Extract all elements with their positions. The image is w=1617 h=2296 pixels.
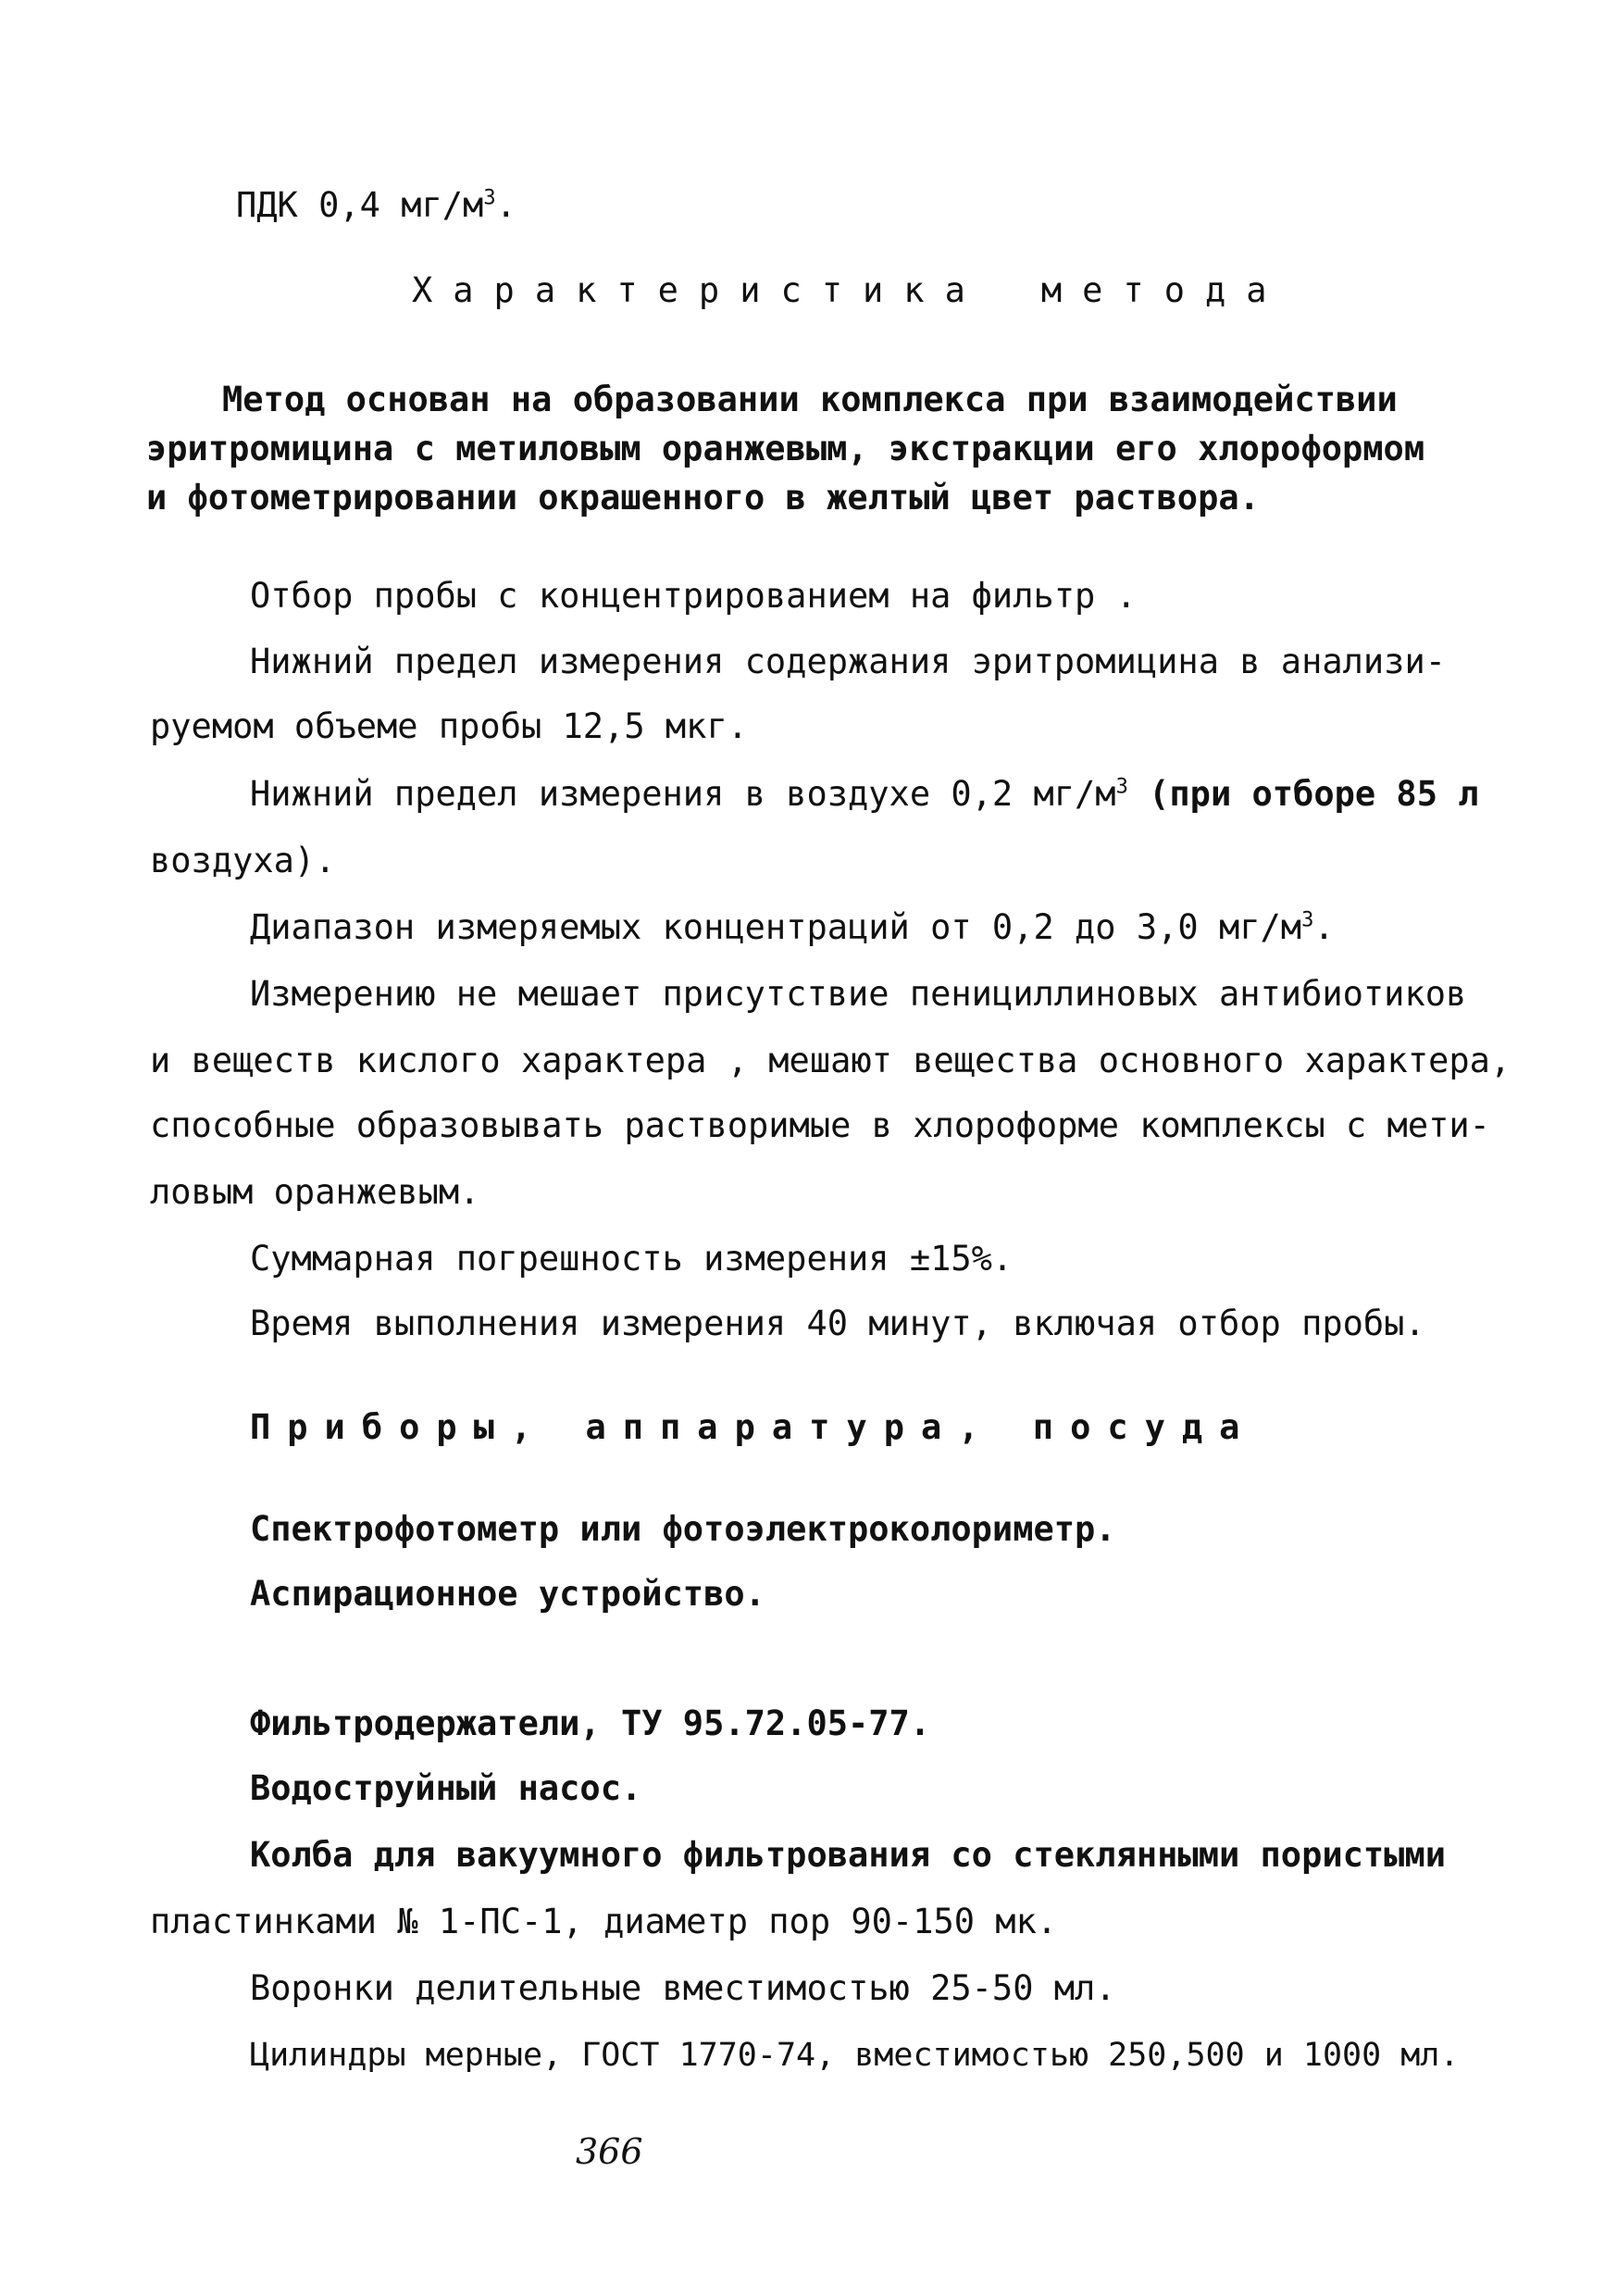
interference-line-3: способные образовывать растворимые в хлороформе комплексы с мети-: [150, 1105, 1490, 1145]
interference-line-1: Измерению не мешает присутствие пенициллиновых антибиотиков: [250, 974, 1467, 1014]
instrument-spectro: Спектрофотометр или фотоэлектроколориметр.: [250, 1509, 1116, 1549]
pdk-line: [236, 185, 516, 226]
instrument-flask-line-1: Колба для вакуумного фильтрования со стеклянными пористыми: [250, 1835, 1447, 1875]
interference-line-4: ловым оранжевым.: [150, 1172, 480, 1212]
instrument-cylinders: Цилиндры мерные, ГОСТ 1770-74, вместимостью 250,500 и 1000 мл.: [250, 2037, 1460, 2074]
lower-limit-sample-line-1: Нижний предел измерения содержания эритромицина в анализи-: [250, 642, 1447, 681]
heading-method-word1: Характеристика: [412, 270, 986, 310]
instrument-flask-line-2: пластинками № 1-ПС-1, диаметр пор 90-150 мк.: [150, 1902, 1058, 1941]
method-line-2: эритромицина с метиловым оранжевым, экстракции его хлороформом: [146, 429, 1425, 468]
instrument-pump: Водоструйный насос.: [250, 1768, 642, 1808]
interference-line-2: и веществ кислого характера , мешают вещества основного характера,: [150, 1041, 1511, 1080]
instrument-aspiration: Аспирационное устройство.: [250, 1574, 765, 1614]
instrument-filter-holders: Фильтродержатели, ТУ 95.72.05-77.: [250, 1703, 931, 1743]
heading-method: [412, 270, 1287, 311]
heading-method-word2: метода: [1040, 270, 1287, 310]
lower-limit-sample-line-2: руемом объеме пробы 12,5 мкг.: [150, 706, 749, 746]
sampling-line: Отбор пробы с концентрированием на фильтр .: [250, 576, 1137, 616]
instrument-funnels: Воронки делительные вместимостью 25-50 мл.: [250, 1968, 1116, 2008]
range-line: Диапазон измеряемых концентраций от 0,2 до 3,0 $мг/м^3$.: [250, 907, 1335, 947]
pdk-end: .: [495, 185, 516, 225]
heading-instruments: Приборы, аппаратура, посуда: [250, 1407, 1257, 1447]
pdk-sup: 3: [483, 186, 496, 210]
pdk-text: ПДК 0,4 мг/м: [236, 185, 484, 225]
time-line: Время выполнения измерения 40 минут, включая отбор пробы.: [250, 1304, 1425, 1343]
method-line-1: Метод основан на образовании комплекса при взаимодействии: [222, 380, 1398, 419]
method-line-3: и фотометрировании окрашенного в желтый цвет раствора.: [146, 478, 1260, 518]
lower-limit-air-line-2: воздуха).: [150, 841, 336, 880]
page-number: 366: [576, 2131, 643, 2172]
error-line: Суммарная погрешность измерения ±15%.: [250, 1239, 1014, 1279]
lower-limit-air-line-1: Нижний предел измерения в воздухе 0,2 $мг/м^3$ (при отборе 85 л: [250, 774, 1479, 814]
